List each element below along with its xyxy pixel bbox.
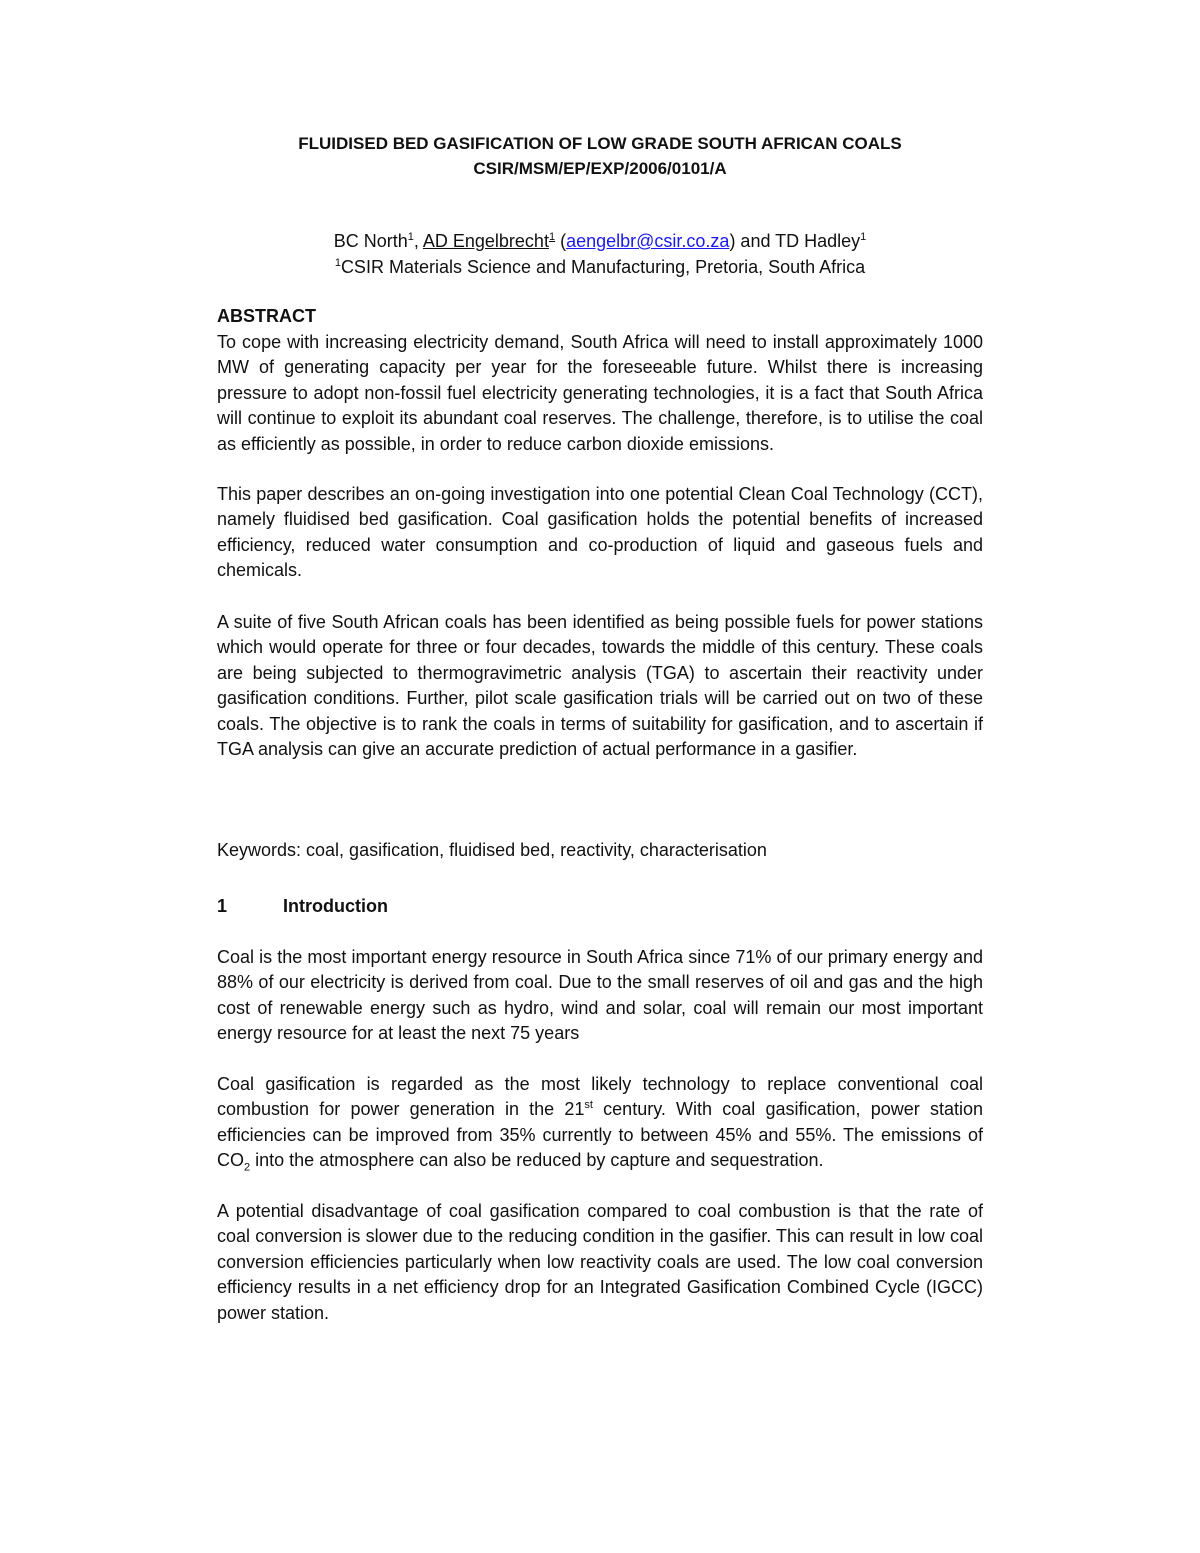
intro-paragraph-1 — [217, 945, 983, 1047]
intro-paragraph-2 — [217, 1072, 983, 1174]
section-1-heading — [217, 894, 983, 919]
author-line — [217, 228, 983, 254]
author-north: BC North — [333, 231, 408, 251]
affiliation: CSIR Materials Science and Manufacturing, Pretoria, South Africa — [340, 257, 866, 277]
section-number: 1 — [217, 896, 228, 916]
abstract-heading: ABSTRACT — [217, 306, 316, 326]
title-line-1: FLUIDISED BED GASIFICATION OF LOW GRADE SOUTH AFRICAN COALS — [298, 134, 902, 153]
author-engelbrecht-affil: 1 — [548, 231, 556, 243]
paper-title — [217, 131, 983, 181]
affiliation-line — [217, 254, 983, 280]
abstract-p3-text: A suite of five South African coals has been identified as being possible fuels for power stations which would operate for three or four decades, towards the middle of this century. These coals are being subjected to thermogravimetric analysis (TGA) to ascertain their reactivity under gasification conditions. Further, pilot scale gasification trials will be carried out on two of these coals. The objective is to rank the coals in terms of suitability for gasification, and to ascertain if TGA analysis can give an accurate prediction of actual performance in a gasifier. — [217, 612, 983, 760]
intro-p2-part-b: century. With coal gasification, power station efficiencies can be improved from 35% currently to between 45% and 55%. The emissions of CO — [217, 1099, 983, 1171]
abstract-paragraph-3 — [217, 610, 983, 762]
intro-p2-text — [217, 1072, 983, 1174]
intro-p2-part-c: into the atmosphere can also be reduced by capture and sequestration. — [250, 1150, 824, 1171]
intro-p2-subscript: 2 — [244, 1161, 251, 1174]
intro-p1-text: Coal is the most important energy resource in South Africa since 71% of our primary energy and 88% of our electricity is derived from coal. Due to the small reserves of oil and gas and the high cost of renewable energy such as hydro, wind and solar, coal will remain our most important energy resource for at least the next 75 years — [217, 947, 983, 1044]
author-hadley: ) and TD Hadley — [729, 231, 861, 251]
intro-p2-superscript: st — [584, 1099, 593, 1112]
email-link[interactable]: aengelbr@csir.co.za — [566, 231, 730, 251]
intro-p3-text: A potential disadvantage of coal gasification compared to coal combustion is that the rate of coal conversion is slower due to the reducing condition in the gasifier. This can result in low coal conversion efficiencies particularly when low reactivity coals are used. The low coal conversion efficiency results in a net efficiency drop for an Integrated Gasification Combined Cycle (IGCC) power station. — [217, 1201, 983, 1323]
author-north-affil: 1 — [407, 231, 414, 243]
author-engelbrecht: AD Engelbrecht — [422, 231, 549, 251]
abstract-p2-text: This paper describes an on-going investigation into one potential Clean Coal Technology (CCT), namely fluidised bed gasification. Coal gasification holds the potential benefits of increased efficiency, reduced water consumption and co-production of liquid and gaseous fuels and chemicals. — [217, 484, 983, 581]
intro-p2-part-a: Coal gasification is regarded as the most likely technology to replace conventional coal combustion for power generation in the 21 — [217, 1074, 983, 1120]
title-report-number: CSIR/MSM/EP/EXP/2006/0101/A — [473, 159, 727, 178]
abstract-paragraph-1 — [217, 330, 983, 457]
author-block — [217, 228, 983, 280]
email-open: ( — [555, 231, 567, 251]
keywords-text: Keywords: coal, gasification, fluidised bed, reactivity, characterisation — [217, 840, 767, 860]
section-title: Introduction — [283, 896, 388, 916]
affiliation-marker: 1 — [334, 257, 341, 269]
author-hadley-affil: 1 — [860, 231, 867, 243]
keywords — [217, 838, 983, 863]
abstract-paragraph-2 — [217, 482, 983, 584]
author-separator: , — [413, 231, 423, 251]
intro-paragraph-3 — [217, 1199, 983, 1326]
abstract-p1-text: To cope with increasing electricity demand, South Africa will need to install approximately 1000 MW of generating capacity per year for the foreseeable future. Whilst there is increasing pressure to adopt non-fossil fuel electricity generating technologies, it is a fact that South Africa will continue to exploit its abundant coal reserves. The challenge, therefore, is to utilise the coal as efficiently as possible, in order to reduce carbon dioxide emissions. — [217, 332, 983, 454]
